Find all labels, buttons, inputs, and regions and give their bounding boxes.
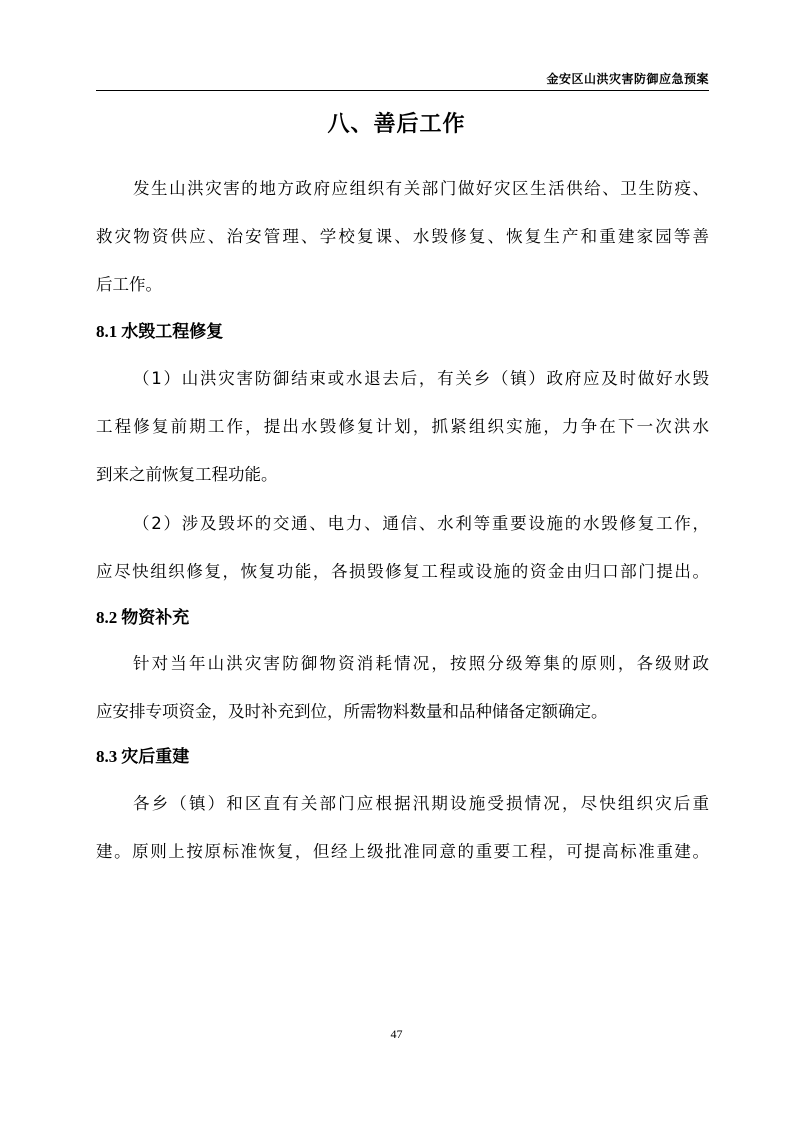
section-title: 灾后重建 (121, 747, 190, 767)
section-title: 水毁工程修复 (121, 322, 224, 342)
paragraph-line: 建。原则上按原标准恢复，但经上级批准同意的重要工程，可提高标准重建。 (96, 842, 709, 861)
section-heading-8-3 (96, 745, 189, 769)
section-title: 物资补充 (121, 608, 190, 628)
paragraph-line: （2）涉及毁坏的交通、电力、通信、水利等重要设施的水毁修复工作， (133, 514, 709, 533)
page-header (96, 66, 709, 91)
page-number: 47 (390, 1027, 403, 1041)
section-number: 8.1 (96, 322, 118, 341)
paragraph-line: 工程修复前期工作，提出水毁修复计划，抓紧组织实施，力争在下一次洪水 (96, 417, 709, 436)
paragraph-line: 应安排专项资金，及时补充到位，所需物料数量和品种储备定额确定。 (96, 702, 608, 721)
paragraph-line: 应尽快组织修复，恢复功能，各损毁修复工程或设施的资金由归口部门提出。 (96, 562, 709, 581)
paragraph-line: 各乡（镇）和区直有关部门应根据汛期设施受损情况，尽快组织灾后重 (133, 794, 709, 813)
intro-line: 救灾物资供应、治安管理、学校复课、水毁修复、恢复生产和重建家园等善 (96, 227, 709, 246)
section-heading-8-2 (96, 606, 189, 630)
paragraph-line: （1）山洪灾害防御结束或水退去后，有关乡（镇）政府应及时做好水毁 (133, 369, 709, 388)
section-heading-8-1 (96, 320, 223, 344)
paragraph-line: 针对当年山洪灾害防御物资消耗情况，按照分级筹集的原则，各级财政 (133, 654, 709, 673)
intro-line: 后工作。 (96, 275, 162, 294)
paragraph-line: 到来之前恢复工程功能。 (96, 465, 278, 484)
intro-line: 发生山洪灾害的地方政府应组织有关部门做好灾区生活供给、卫生防疫、 (133, 179, 709, 198)
section-number: 8.2 (96, 608, 118, 627)
chapter-title: 八、善后工作 (327, 112, 466, 137)
running-title: 金安区山洪灾害防御应急预案 (546, 72, 709, 86)
section-number: 8.3 (96, 747, 118, 766)
